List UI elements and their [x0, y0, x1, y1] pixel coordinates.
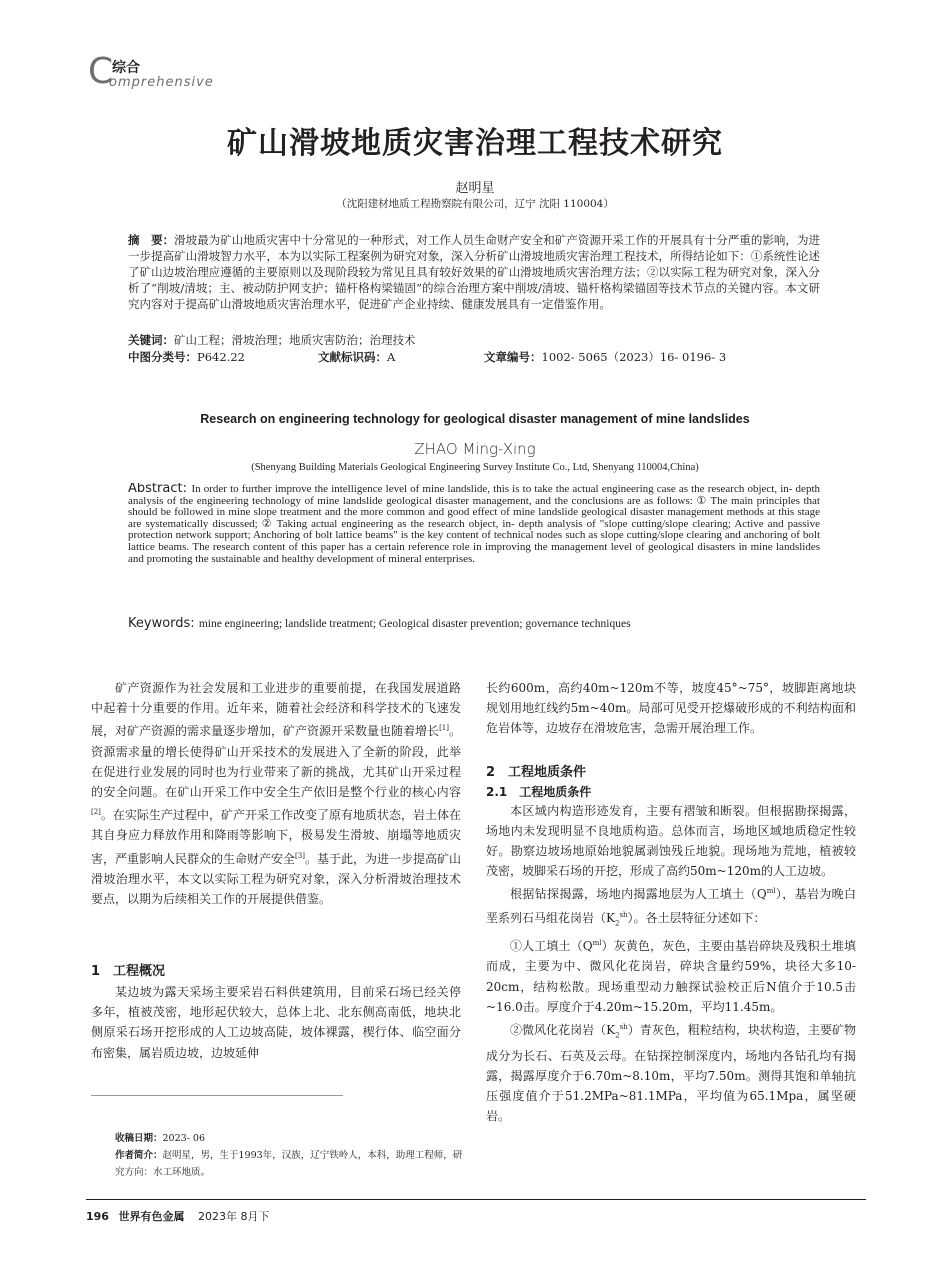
citation-1[interactable]: [1] [439, 724, 449, 733]
english-keywords-label: Keywords: [128, 616, 199, 631]
right-column [486, 678, 856, 1180]
issue-date: 2023年 8月下 [197, 1210, 270, 1223]
section-2-1-paragraph-4 [486, 1017, 856, 1126]
section-1-paragraph-continued: 长约600m，高约40m~120m不等，坡度45°~75°，坡脚距离地块规划用地红线约5m~40m。局部可见受开挖爆破形成的不利结构面和危岩体等，边坡存在滑坡危害，急需开展治理工作。 [486, 681, 856, 736]
clc-value: P642.22 [197, 350, 245, 364]
bio-value: 赵明星，男，生于1993年，汉族，辽宁铁岭人，本科，助理工程师，研究方向：水工环地质。 [115, 1150, 463, 1178]
strata-text-c: ）。各土层特征分述如下： [627, 910, 766, 925]
english-keywords [128, 616, 820, 631]
granite-text-b: ）青灰色，粗粒结构，块状构造，主要矿物成分为长石、石英及云母。在钻探控制深度内，场地内各钻孔均有揭露，揭露厚度介于6.70m~8.10m，平均7.50m。测得其饱和单轴抗压强度值介于51.2MPa~81.1MPa，平均值为65.1Mpa，属坚硬岩。 [486, 1023, 856, 1124]
keywords-label: 关键词： [128, 333, 174, 347]
article-no-value: 1002- 5065（2023）16- 0196- 3 [541, 350, 727, 364]
strata-superscript-sh: sh [619, 910, 628, 919]
section-2-1-paragraph-1: 本区域内构造形迹发育，主要有褶皱和断裂。但根据勘探揭露，场地内未发现明显不良地质构造。总体而言，场地区域地质稳定性较好。勘察边坡场地原始地貌属剥蚀残丘地貌。现场地为荒地，植被较茂密，坡脚采石场的开挖，形成了高约50m~120m的人工边坡。 [486, 803, 856, 879]
english-abstract [128, 483, 820, 615]
abstract [128, 232, 820, 330]
clc-label: 中图分类号： [128, 350, 197, 364]
section-tag-en: omprehensive [109, 75, 214, 90]
english-keywords-text: mine engineering; landslide treatment; Geological disaster prevention; governance techniques [198, 618, 631, 630]
intro-text-c: 。在实际生产过程中，矿产开采工作改变了原有地质状态，岩土体在其自身应力释放作用和降雨等影响下，极易发生滑坡、崩塌等地质灾害，严重影响人民群众的生命财产安全 [91, 808, 461, 866]
doc-code-label: 文献标识码： [318, 350, 387, 364]
section-tag-initial: C [88, 51, 114, 92]
footnote [115, 1130, 465, 1181]
strata-subscript: 2 [614, 919, 620, 928]
keywords [128, 332, 820, 348]
granite-text-a: ②微风化花岗岩（K [510, 1023, 616, 1038]
doc-code-value: A [387, 350, 396, 364]
citation-3[interactable]: [3] [295, 851, 305, 860]
section-tag-cn: 综合 [112, 60, 140, 76]
intro-text-b: 。资源需求量的增长使得矿山开采技术的发展进入了全新的阶段，此举在促进行业发展的同时也为行业带来了新的挑战，尤其矿山开采过程的安全问题。在矿山开采工作中安全生产依旧是整个行业的核心内容 [91, 724, 461, 800]
author-bio [115, 1147, 465, 1181]
left-column-section-1 [91, 962, 461, 1072]
paper-title: 矿山滑坡地质灾害治理工程技术研究 [227, 126, 723, 161]
keywords-text: 矿山工程；滑坡治理；地质灾害防治；治理技术 [174, 333, 416, 347]
section-1-paragraph: 某边坡为露天采场主要采岩石料供建筑用，目前采石场已经关停多年，植被茂密，地形起伏较大，总体上北、北东侧高南低，地块北侧原采石场开挖形成的人工边坡高陡，坡体裸露，楔行体、临空面分布密集，属岩质边坡，边坡延伸 [91, 985, 461, 1060]
author-name: 赵明星 [455, 181, 495, 196]
document-code [318, 349, 395, 365]
section-2-1-paragraph-3 [486, 933, 856, 1017]
section-2-1-heading: 2.1 工程地质条件 [486, 784, 592, 799]
citation-2[interactable]: [2] [91, 808, 101, 817]
section-2-1-paragraph-2 [486, 881, 856, 933]
left-column-intro [91, 678, 461, 970]
journal-name: 世界有色金属 [118, 1210, 185, 1223]
strata-superscript-ml: ml [766, 887, 776, 896]
page-footer [86, 1208, 269, 1224]
fill-text-a: ①人工填土（Q [510, 939, 593, 954]
abstract-text: 滑坡最为矿山地质灾害中十分常见的一种形式，对工作人员生命财产安全和矿产资源开采工作的开展具有十分严重的影响，为进一步提高矿山滑坡智力水平，本为以实际工程案例为研究对象，深入分析矿山滑坡地质灾害治理工程技术，所得结论如下：①系统性论述了矿山边坡治理应遵循的主要原则以及现阶段较为常见且具有较好效果的矿山滑坡地质灾害治理方法；②以实际工程为研究对象，深入分析了“削坡/清坡；主、被动防护网支护；锚杆格构梁锚固”的综合治理方案中削坡/清坡、锚杆格构梁锚固等技术节点的关键内容。本文研究内容对于提高矿山滑坡地质灾害治理水平，促进矿产企业持续、健康发展具有一定借鉴作用。 [128, 233, 820, 311]
english-abstract-text: In order to further improve the intelligence level of mine landslide, this is to take the actual engineering case as the research object, in- depth analysis of the engineering technology of mine landslide geological disaster management, and the conclusions are as follows: ① The main principles that should be followed in mine slope treatment and the more common and good effect of mine landslide geological disaster management methods at this stage are systematically discussed; ② Taking actual engineering as the research object, in- depth analysis of "slope cutting/slope clearing; Active and passive protection network support; Anchoring of bolt lattice beams" is the key content of technical nodes such as slope cutting/slope clearing and anchoring of bolt lattice beams. The research content of this paper has a certain reference role in improving the management level of geological disasters in mine landslides and promoting the sustainable and healthy development of mineral enterprises. [128, 483, 820, 565]
section-tag [88, 51, 248, 92]
intro-paragraph [91, 678, 461, 909]
section-1-heading: 1 工程概况 [91, 964, 166, 979]
received-value: 2023- 06 [162, 1133, 206, 1144]
english-title: Research on engineering technology for geological disaster management of mine landslides [200, 412, 750, 426]
intro-text-d: 。基于此，为进一步提高矿山滑坡治理水平，本文以实际工程为研究对象，深入分析滑坡治理技术要点，以期为后续相关工作的开展提供借鉴。 [91, 851, 461, 907]
intro-text-a: 矿产资源作为社会发展和工业进步的重要前提，在我国发展道路中起着十分重要的作用。近年来，随着社会经济和科学技术的飞速发展，对矿产资源的需求量逐步增加，矿产资源开采数量也随着增长 [91, 681, 461, 739]
granite-subscript: 2 [615, 1031, 620, 1040]
english-affiliation: (Shenyang Building Materials Geological Engineering Survey Institute Co., Ltd, Shenyang 110004,China) [251, 462, 699, 473]
fill-superscript: ml [592, 939, 602, 948]
article-no-label: 文章编号： [484, 350, 542, 364]
section-2-heading: 2 工程地质条件 [486, 764, 587, 780]
fill-text-b: ）灰黄色，灰色，主要由基岩碎块及残积土堆填而成，主要为中、微风化花岗岩，碎块含量约59%，块径大多10-20cm，结构松散。现场重型动力触探试验校正后N值介于10.5击~16.0击。厚度介于4.20m~15.20m，平均11.45m。 [486, 939, 856, 1014]
author-affiliation: （沈阳建材地质工程勘察院有限公司，辽宁 沈阳 110004） [336, 198, 614, 210]
abstract-label: 摘 要： [128, 233, 175, 247]
received-date [115, 1130, 465, 1147]
strata-text-b: ），基岩为晚白垩系列石马组花岗岩（K [486, 887, 856, 925]
received-label: 收稿日期： [115, 1133, 163, 1144]
granite-superscript: sh [619, 1023, 628, 1032]
english-abstract-label: Abstract: [128, 483, 192, 496]
page-number: 196 [86, 1210, 109, 1223]
clc-number [128, 349, 245, 365]
bio-label: 作者简介： [115, 1150, 163, 1161]
strata-text-a: 根据钻探揭露，场地内揭露地层为人工填土（Q [510, 887, 767, 902]
footer-divider [86, 1199, 866, 1200]
english-author: ZHAO Ming-Xing [414, 440, 536, 458]
article-number [484, 349, 726, 365]
footnote-divider [91, 1095, 343, 1096]
